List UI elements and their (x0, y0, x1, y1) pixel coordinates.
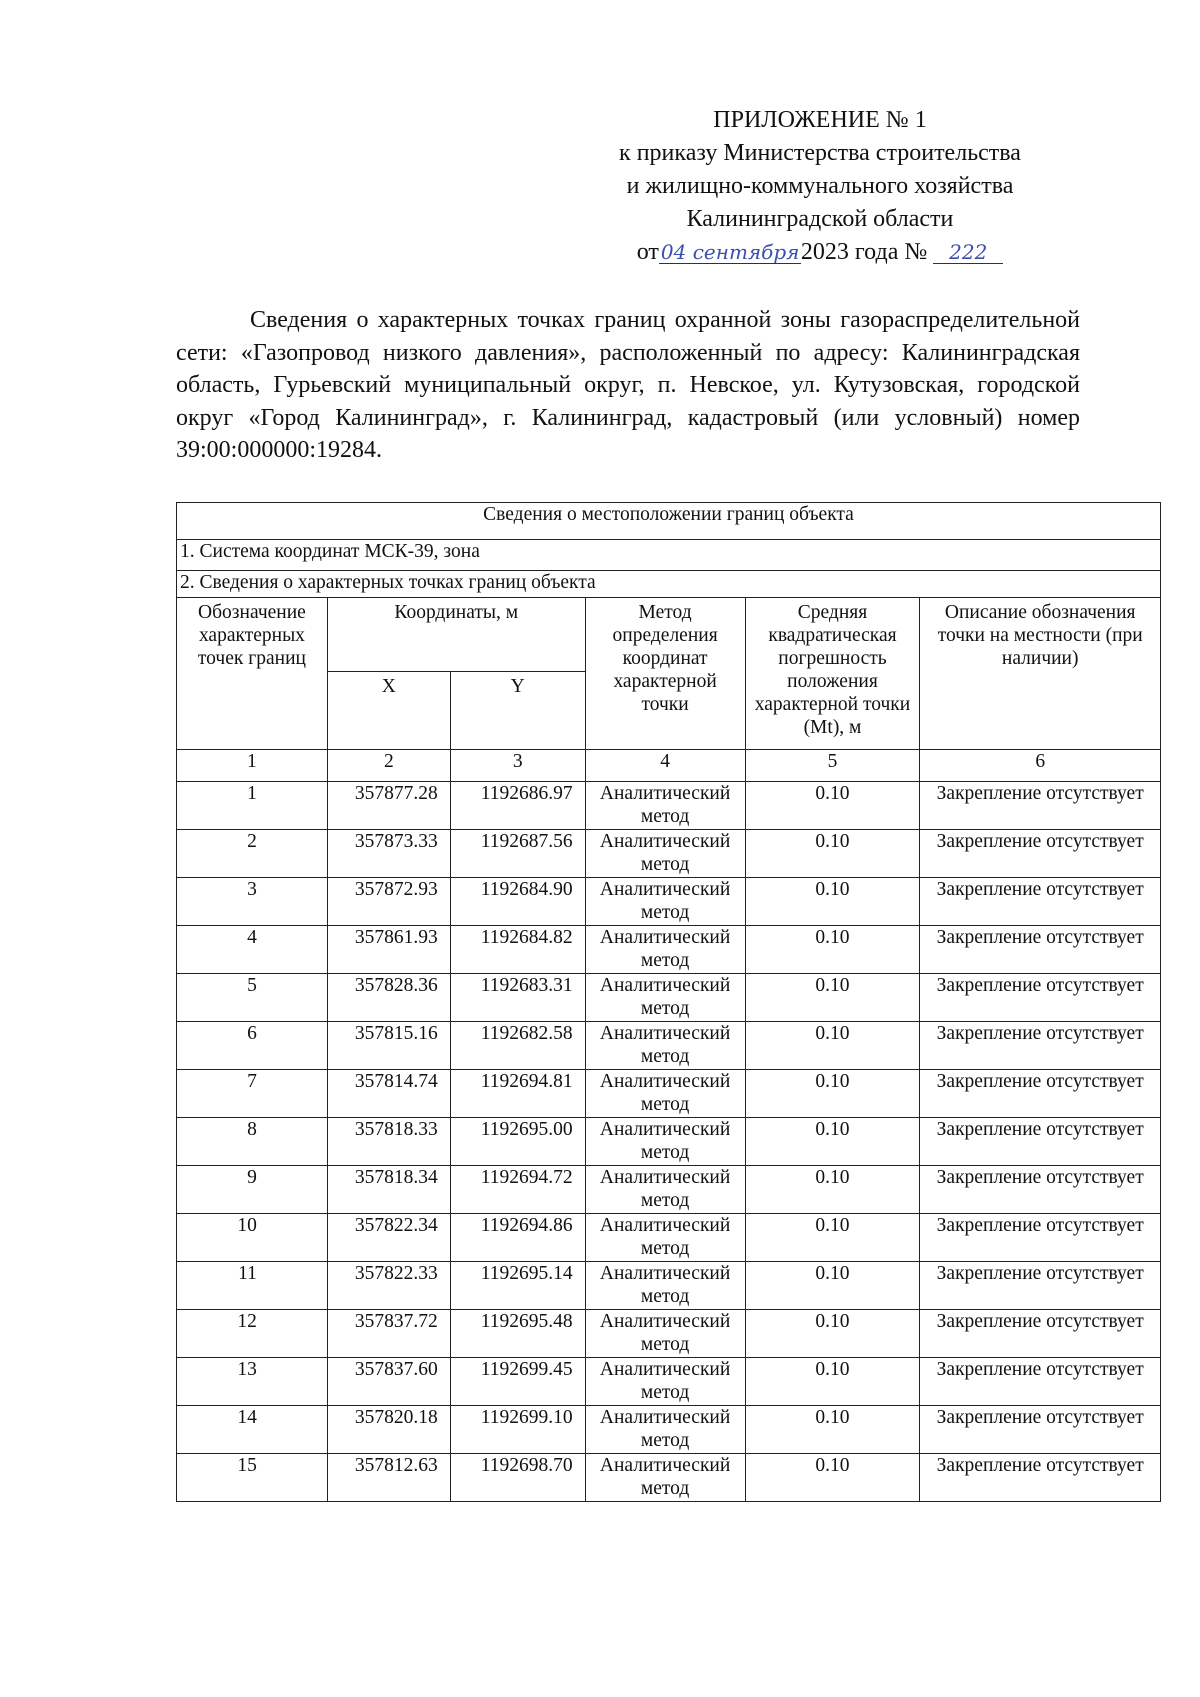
column-number: 2 (327, 750, 450, 782)
coord-x: 357837.72 (327, 1310, 450, 1358)
method-cell: Аналитический метод (585, 1262, 745, 1310)
method-cell: Аналитический метод (585, 1118, 745, 1166)
method-cell: Аналитический метод (585, 1022, 745, 1070)
description-cell: Закрепление отсутствует (920, 1358, 1161, 1406)
coord-y: 1192694.86 (450, 1214, 585, 1262)
method-cell: Аналитический метод (585, 974, 745, 1022)
point-number: 4 (177, 926, 328, 974)
mean-error-cell: 0.10 (745, 878, 920, 926)
coord-x: 357814.74 (327, 1070, 450, 1118)
coord-x: 357872.93 (327, 878, 450, 926)
table-row (177, 1406, 1161, 1454)
mean-error-cell: 0.10 (745, 782, 920, 830)
header-coordinates: Координаты, м (327, 598, 585, 672)
table-row (177, 1214, 1161, 1262)
coord-x: 357822.34 (327, 1214, 450, 1262)
coord-y: 1192687.56 (450, 830, 585, 878)
description-cell: Закрепление отсутствует (920, 1118, 1161, 1166)
table-row (177, 1310, 1161, 1358)
coord-y: 1192695.14 (450, 1262, 585, 1310)
coord-y: 1192698.70 (450, 1454, 585, 1502)
description-cell: Закрепление отсутствует (920, 1214, 1161, 1262)
description-cell: Закрепление отсутствует (920, 1406, 1161, 1454)
header-x: X (327, 672, 450, 750)
point-number: 6 (177, 1022, 328, 1070)
coord-y: 1192699.45 (450, 1358, 585, 1406)
header-point-designation: Обозначение характерных точек границ (177, 598, 328, 750)
coord-y: 1192695.48 (450, 1310, 585, 1358)
mean-error-cell: 0.10 (745, 1310, 920, 1358)
method-cell: Аналитический метод (585, 878, 745, 926)
order-reference-line: к приказу Министерства строительства (619, 140, 1021, 166)
coord-y: 1192683.31 (450, 974, 585, 1022)
point-number: 7 (177, 1070, 328, 1118)
column-number: 3 (450, 750, 585, 782)
intro-paragraph: Сведения о характерных точках границ охранной зоны газораспределительной сети: «Газопровод низкого давления», расположенный по адресу: Калининградская область, Гурьевский муниципальный округ, п. Невское, ул. Кутузовская, городской округ «Город Калининград», г. Калининград, кадастровый (или условный) номер 39:00:000000:19284. (176, 307, 1080, 463)
point-number: 13 (177, 1358, 328, 1406)
table-row (177, 926, 1161, 974)
method-cell: Аналитический метод (585, 1454, 745, 1502)
point-number: 12 (177, 1310, 328, 1358)
point-number: 11 (177, 1262, 328, 1310)
ministry-line: и жилищно-коммунального хозяйства (626, 173, 1014, 199)
mean-error-cell: 0.10 (745, 830, 920, 878)
column-number: 5 (745, 750, 920, 782)
header-mean-error: Средняя квадратическая погрешность положения характерной точки (Mt), м (745, 598, 920, 750)
description-cell: Закрепление отсутствует (920, 974, 1161, 1022)
description-cell: Закрепление отсутствует (920, 878, 1161, 926)
mean-error-cell: 0.10 (745, 1454, 920, 1502)
coord-y: 1192686.97 (450, 782, 585, 830)
description-cell: Закрепление отсутствует (920, 1022, 1161, 1070)
column-number: 1 (177, 750, 328, 782)
coord-y: 1192699.10 (450, 1406, 585, 1454)
coord-x: 357818.33 (327, 1118, 450, 1166)
header-y: Y (450, 672, 585, 750)
coord-y: 1192694.72 (450, 1166, 585, 1214)
header-description: Описание обозначения точки на местности (при наличии) (920, 598, 1161, 750)
method-cell: Аналитический метод (585, 926, 745, 974)
boundary-points-table (176, 502, 1161, 1502)
table-row (177, 1358, 1161, 1406)
point-number: 14 (177, 1406, 328, 1454)
coord-x: 357822.33 (327, 1262, 450, 1310)
table-row (177, 830, 1161, 878)
table-row (177, 1262, 1161, 1310)
order-date-line (560, 236, 1080, 269)
description-cell: Закрепление отсутствует (920, 1166, 1161, 1214)
table-row (177, 1118, 1161, 1166)
table-row (177, 1454, 1161, 1502)
method-cell: Аналитический метод (585, 1214, 745, 1262)
coord-x: 357820.18 (327, 1406, 450, 1454)
column-number: 6 (920, 750, 1161, 782)
column-number-row (177, 750, 1161, 782)
mean-error-cell: 0.10 (745, 1022, 920, 1070)
table-row (177, 782, 1161, 830)
table-row (177, 1022, 1161, 1070)
description-cell: Закрепление отсутствует (920, 1454, 1161, 1502)
coord-x: 357815.16 (327, 1022, 450, 1070)
region-line: Калининградской области (686, 206, 954, 232)
mean-error-cell: 0.10 (745, 1118, 920, 1166)
coord-y: 1192684.90 (450, 878, 585, 926)
coordinate-system-row: 1. Система координат МСК-39, зона (177, 540, 1161, 571)
coord-x: 357828.36 (327, 974, 450, 1022)
points-section-row: 2. Сведения о характерных точках границ объекта (177, 571, 1161, 598)
method-cell: Аналитический метод (585, 1358, 745, 1406)
appendix-header (560, 104, 1080, 269)
mean-error-cell: 0.10 (745, 1358, 920, 1406)
coord-x: 357812.63 (327, 1454, 450, 1502)
coord-x: 357837.60 (327, 1358, 450, 1406)
point-number: 1 (177, 782, 328, 830)
appendix-title: ПРИЛОЖЕНИЕ № 1 (713, 107, 927, 133)
description-cell: Закрепление отсутствует (920, 926, 1161, 974)
table-title: Сведения о местоположении границ объекта (177, 503, 1161, 540)
handwritten-date: 04 сентября (660, 240, 800, 264)
header-method: Метод определения координат характерной точки (585, 598, 745, 750)
method-cell: Аналитический метод (585, 830, 745, 878)
method-cell: Аналитический метод (585, 1070, 745, 1118)
coord-x: 357861.93 (327, 926, 450, 974)
point-number: 5 (177, 974, 328, 1022)
table-row (177, 1070, 1161, 1118)
description-cell: Закрепление отсутствует (920, 1310, 1161, 1358)
table-row (177, 878, 1161, 926)
description-cell: Закрепление отсутствует (920, 782, 1161, 830)
table-row (177, 974, 1161, 1022)
from-label: от (636, 239, 659, 265)
mean-error-cell: 0.10 (745, 1262, 920, 1310)
year-label: 2023 года № (800, 239, 928, 265)
method-cell: Аналитический метод (585, 1166, 745, 1214)
method-cell: Аналитический метод (585, 1406, 745, 1454)
description-cell: Закрепление отсутствует (920, 1262, 1161, 1310)
coord-y: 1192684.82 (450, 926, 585, 974)
mean-error-cell: 0.10 (745, 1214, 920, 1262)
description-cell: Закрепление отсутствует (920, 1070, 1161, 1118)
method-cell: Аналитический метод (585, 1310, 745, 1358)
point-number: 8 (177, 1118, 328, 1166)
point-number: 2 (177, 830, 328, 878)
coord-y: 1192682.58 (450, 1022, 585, 1070)
coord-x: 357877.28 (327, 782, 450, 830)
point-number: 9 (177, 1166, 328, 1214)
coord-x: 357818.34 (327, 1166, 450, 1214)
coord-x: 357873.33 (327, 830, 450, 878)
coord-y: 1192695.00 (450, 1118, 585, 1166)
point-number: 10 (177, 1214, 328, 1262)
point-number: 15 (177, 1454, 328, 1502)
description-cell: Закрепление отсутствует (920, 830, 1161, 878)
table-row (177, 1166, 1161, 1214)
mean-error-cell: 0.10 (745, 926, 920, 974)
column-number: 4 (585, 750, 745, 782)
mean-error-cell: 0.10 (745, 1166, 920, 1214)
coord-y: 1192694.81 (450, 1070, 585, 1118)
mean-error-cell: 0.10 (745, 1406, 920, 1454)
mean-error-cell: 0.10 (745, 974, 920, 1022)
handwritten-order-number: 222 (933, 241, 1003, 264)
method-cell: Аналитический метод (585, 782, 745, 830)
point-number: 3 (177, 878, 328, 926)
mean-error-cell: 0.10 (745, 1070, 920, 1118)
